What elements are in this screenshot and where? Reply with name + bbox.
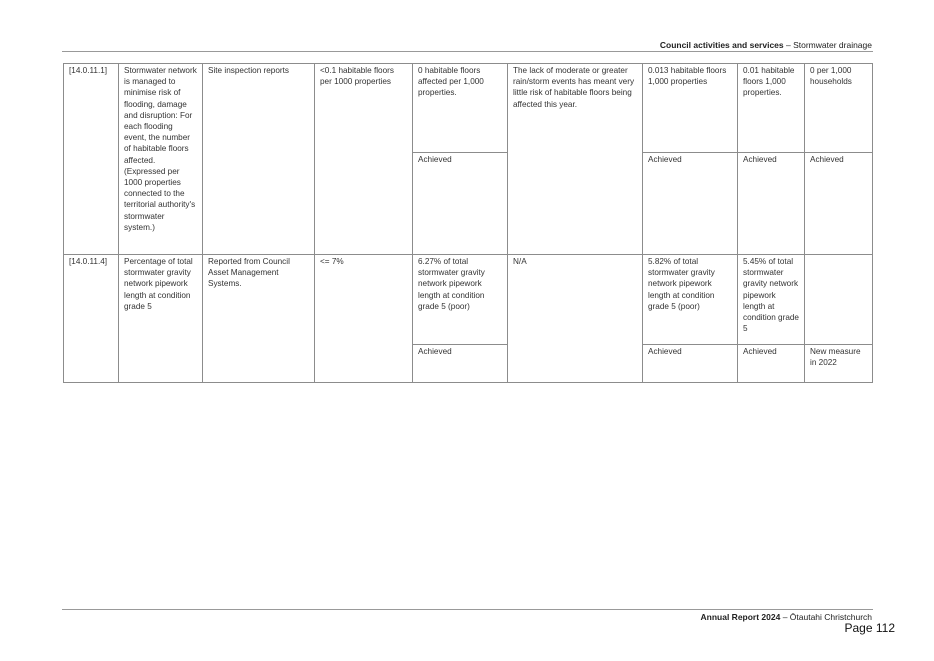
status-2023: Achieved bbox=[643, 345, 738, 383]
measure-ref: [14.0.11.1] bbox=[64, 64, 119, 255]
header-section-subtitle: – Stormwater drainage bbox=[783, 40, 872, 50]
status-2021: Achieved bbox=[805, 153, 873, 255]
running-header bbox=[660, 40, 872, 50]
performance-measures-table bbox=[63, 63, 873, 383]
result-2021 bbox=[805, 255, 873, 345]
header-section-title: Council activities and services bbox=[659, 40, 784, 50]
status-2022: Achieved bbox=[738, 345, 805, 383]
header-divider bbox=[62, 51, 873, 52]
result-2021: 0 per 1,000 households bbox=[805, 64, 873, 153]
measure-method: Site inspection reports bbox=[203, 64, 315, 255]
result-2022: 0.01 habitable floors 1,000 properties. bbox=[738, 64, 805, 153]
result-2024: 6.27% of total stormwater gravity network pipework length at condition grade 5 (poor) bbox=[413, 255, 508, 345]
result-2022: 5.45% of total stormwater gravity network pipework length at condition grade 5 bbox=[738, 255, 805, 345]
commentary: The lack of moderate or greater rain/storm events has meant very little risk of habitable floors being affected this year. bbox=[508, 64, 643, 255]
table-row bbox=[64, 255, 873, 345]
measure-ref: [14.0.11.4] bbox=[64, 255, 119, 383]
result-2023: 0.013 habitable floors 1,000 properties bbox=[643, 64, 738, 153]
footer-report-location: – Ōtautahi Christchurch bbox=[780, 612, 872, 622]
result-2024: 0 habitable floors affected per 1,000 properties. bbox=[413, 64, 508, 153]
status-2024: Achieved bbox=[413, 153, 508, 255]
footer-divider bbox=[62, 609, 873, 610]
measure-target: <= 7% bbox=[315, 255, 413, 383]
measure-method: Reported from Council Asset Management Systems. bbox=[203, 255, 315, 383]
table-row bbox=[64, 64, 873, 153]
footer-report-title: Annual Report 2024 bbox=[700, 612, 781, 622]
measure-description: Percentage of total stormwater gravity network pipework length at condition grade 5 bbox=[119, 255, 203, 383]
status-2023: Achieved bbox=[643, 153, 738, 255]
status-2024: Achieved bbox=[413, 345, 508, 383]
status-2022: Achieved bbox=[738, 153, 805, 255]
result-2023: 5.82% of total stormwater gravity network pipework length at condition grade 5 (poor) bbox=[643, 255, 738, 345]
page-number: Page 112 bbox=[844, 621, 895, 635]
status-2021: New measure in 2022 bbox=[805, 345, 873, 383]
measure-description: Stormwater network is managed to minimise risk of flooding, damage and disruption: For each flooding event, the number of habitable floors affected. (Expressed per 1000 properties connected to the territorial authority's stormwater system.) bbox=[119, 64, 203, 255]
measure-target: <0.1 habitable floors per 1000 properties bbox=[315, 64, 413, 255]
commentary: N/A bbox=[508, 255, 643, 383]
